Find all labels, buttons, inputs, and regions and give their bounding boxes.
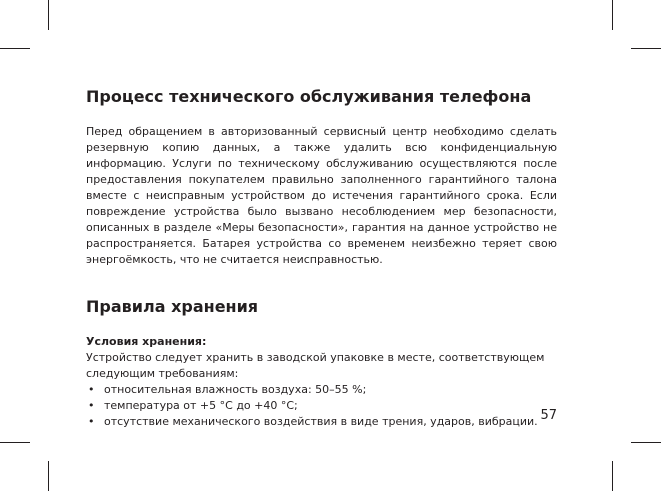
storage-heading: Правила хранения bbox=[86, 297, 259, 316]
list-item-text: относительная влажность воздуха: 50–55 %; bbox=[104, 383, 367, 396]
crop-mark-top-left bbox=[48, 0, 49, 30]
page-content bbox=[86, 86, 557, 430]
storage-intro: Устройство следует хранить в заводской упаковке в месте, соответствующем следующим требованиям: bbox=[86, 351, 545, 380]
list-item bbox=[86, 398, 557, 414]
list-item bbox=[86, 382, 557, 398]
crop-mark-right-top bbox=[631, 48, 661, 49]
list-item-text: отсутствие механического воздействия в виде трения, ударов, вибрации. bbox=[104, 415, 538, 428]
storage-conditions-list bbox=[86, 382, 557, 430]
page-number: 57 bbox=[540, 408, 557, 423]
crop-mark-top-right bbox=[612, 0, 613, 30]
crop-mark-left-bottom bbox=[0, 442, 30, 443]
crop-mark-bottom-right bbox=[612, 461, 613, 491]
list-item bbox=[86, 414, 557, 430]
crop-mark-right-bottom bbox=[631, 442, 661, 443]
storage-conditions-subheading: Условия хранения: bbox=[86, 335, 207, 348]
crop-mark-bottom-left bbox=[48, 461, 49, 491]
list-item-text: температура от +5 °C до +40 °C; bbox=[104, 399, 298, 412]
crop-mark-left-top bbox=[0, 48, 30, 49]
bullet-icon: • bbox=[88, 383, 95, 396]
bullet-icon: • bbox=[88, 415, 95, 428]
bullet-icon: • bbox=[88, 399, 95, 412]
maintenance-paragraph: Перед обращением в авторизованный сервисный центр необходимо сделать резервную копию данных, а также удалить всю конфиденциальную информацию. Услуги по техническому обслуживанию осуществляются после предоставления покупателем правильно заполненного гарантийного талона вместе с неисправным устройством до истечения гарантийного срока. Если повреждение устройства было вызвано несоблюдением мер безопасности, описанных в разделе «Меры безопасности», гарантия на данное устройство не распространяется. Батарея устройства со временем неизбежно теряет свою энергоёмкость, что не считается неисправностью. bbox=[86, 125, 557, 266]
maintenance-heading: Процесс технического обслуживания телефона bbox=[86, 87, 532, 106]
